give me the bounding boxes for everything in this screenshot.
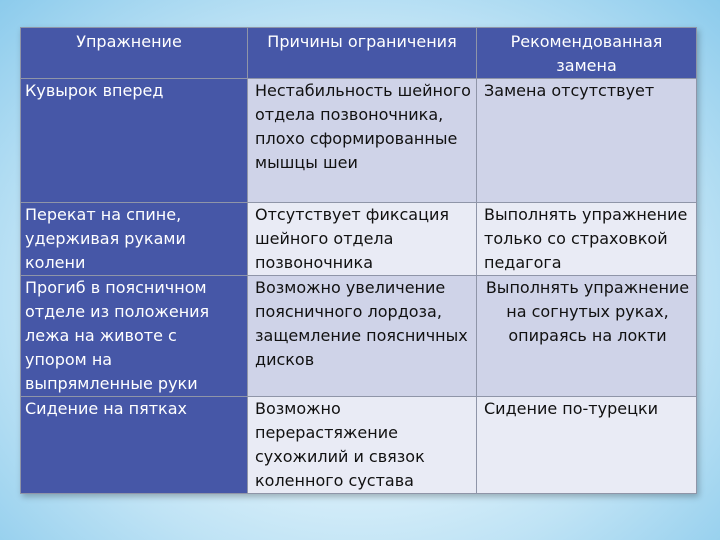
replacement-text: Выполнять упражнение на согнутых руках, опираясь на локти: [485, 278, 690, 345]
replacement-cell: [477, 397, 697, 494]
exercise-cell: [21, 276, 248, 397]
reason-cell: [248, 79, 477, 203]
exercise-text: Прогиб в поясничном отделе из положения лежа на животе с упором на выпрямленные руки: [25, 278, 210, 393]
table-header-row: [21, 28, 697, 79]
header-replacement-label: Рекомендованная замена: [510, 32, 663, 75]
reason-cell: [248, 397, 477, 494]
table-row: [21, 397, 697, 494]
replacement-text: Замена отсутствует: [484, 81, 655, 100]
header-reason-label: Причины ограничения: [267, 32, 457, 51]
reason-cell: [248, 276, 477, 397]
exercise-cell: [21, 203, 248, 276]
exercise-cell: [21, 397, 248, 494]
reason-text: Нестабильность шейного отдела позвоночника, плохо сформированные мышцы шеи: [255, 81, 471, 172]
reason-text: Возможно увеличение поясничного лордоза, защемление поясничных дисков: [255, 278, 468, 369]
reason-cell: [248, 203, 477, 276]
exercise-text: Перекат на спине, удерживая руками колени: [25, 205, 186, 272]
header-exercise-label: Упражнение: [76, 32, 182, 51]
header-reason: [248, 28, 477, 79]
restrictions-table: [20, 27, 697, 494]
replacement-cell: [477, 203, 697, 276]
header-exercise: [21, 28, 248, 79]
header-replacement: [477, 28, 697, 79]
reason-text: Отсутствует фиксация шейного отдела позвоночника: [255, 205, 450, 272]
replacement-text: Выполнять упражнение только со страховкой педагога: [484, 205, 688, 272]
replacement-text: Сидение по-турецки: [484, 399, 659, 418]
table-row: [21, 203, 697, 276]
exercise-cell: [21, 79, 248, 203]
replacement-cell: [477, 79, 697, 203]
reason-text: Возможно перерастяжение сухожилий и связок коленного сустава: [255, 399, 425, 490]
replacement-cell: [477, 276, 697, 397]
table-row: [21, 79, 697, 203]
table-row: [21, 276, 697, 397]
exercise-text: Кувырок вперед: [25, 81, 164, 100]
exercise-text: Сидение на пятках: [25, 399, 187, 418]
